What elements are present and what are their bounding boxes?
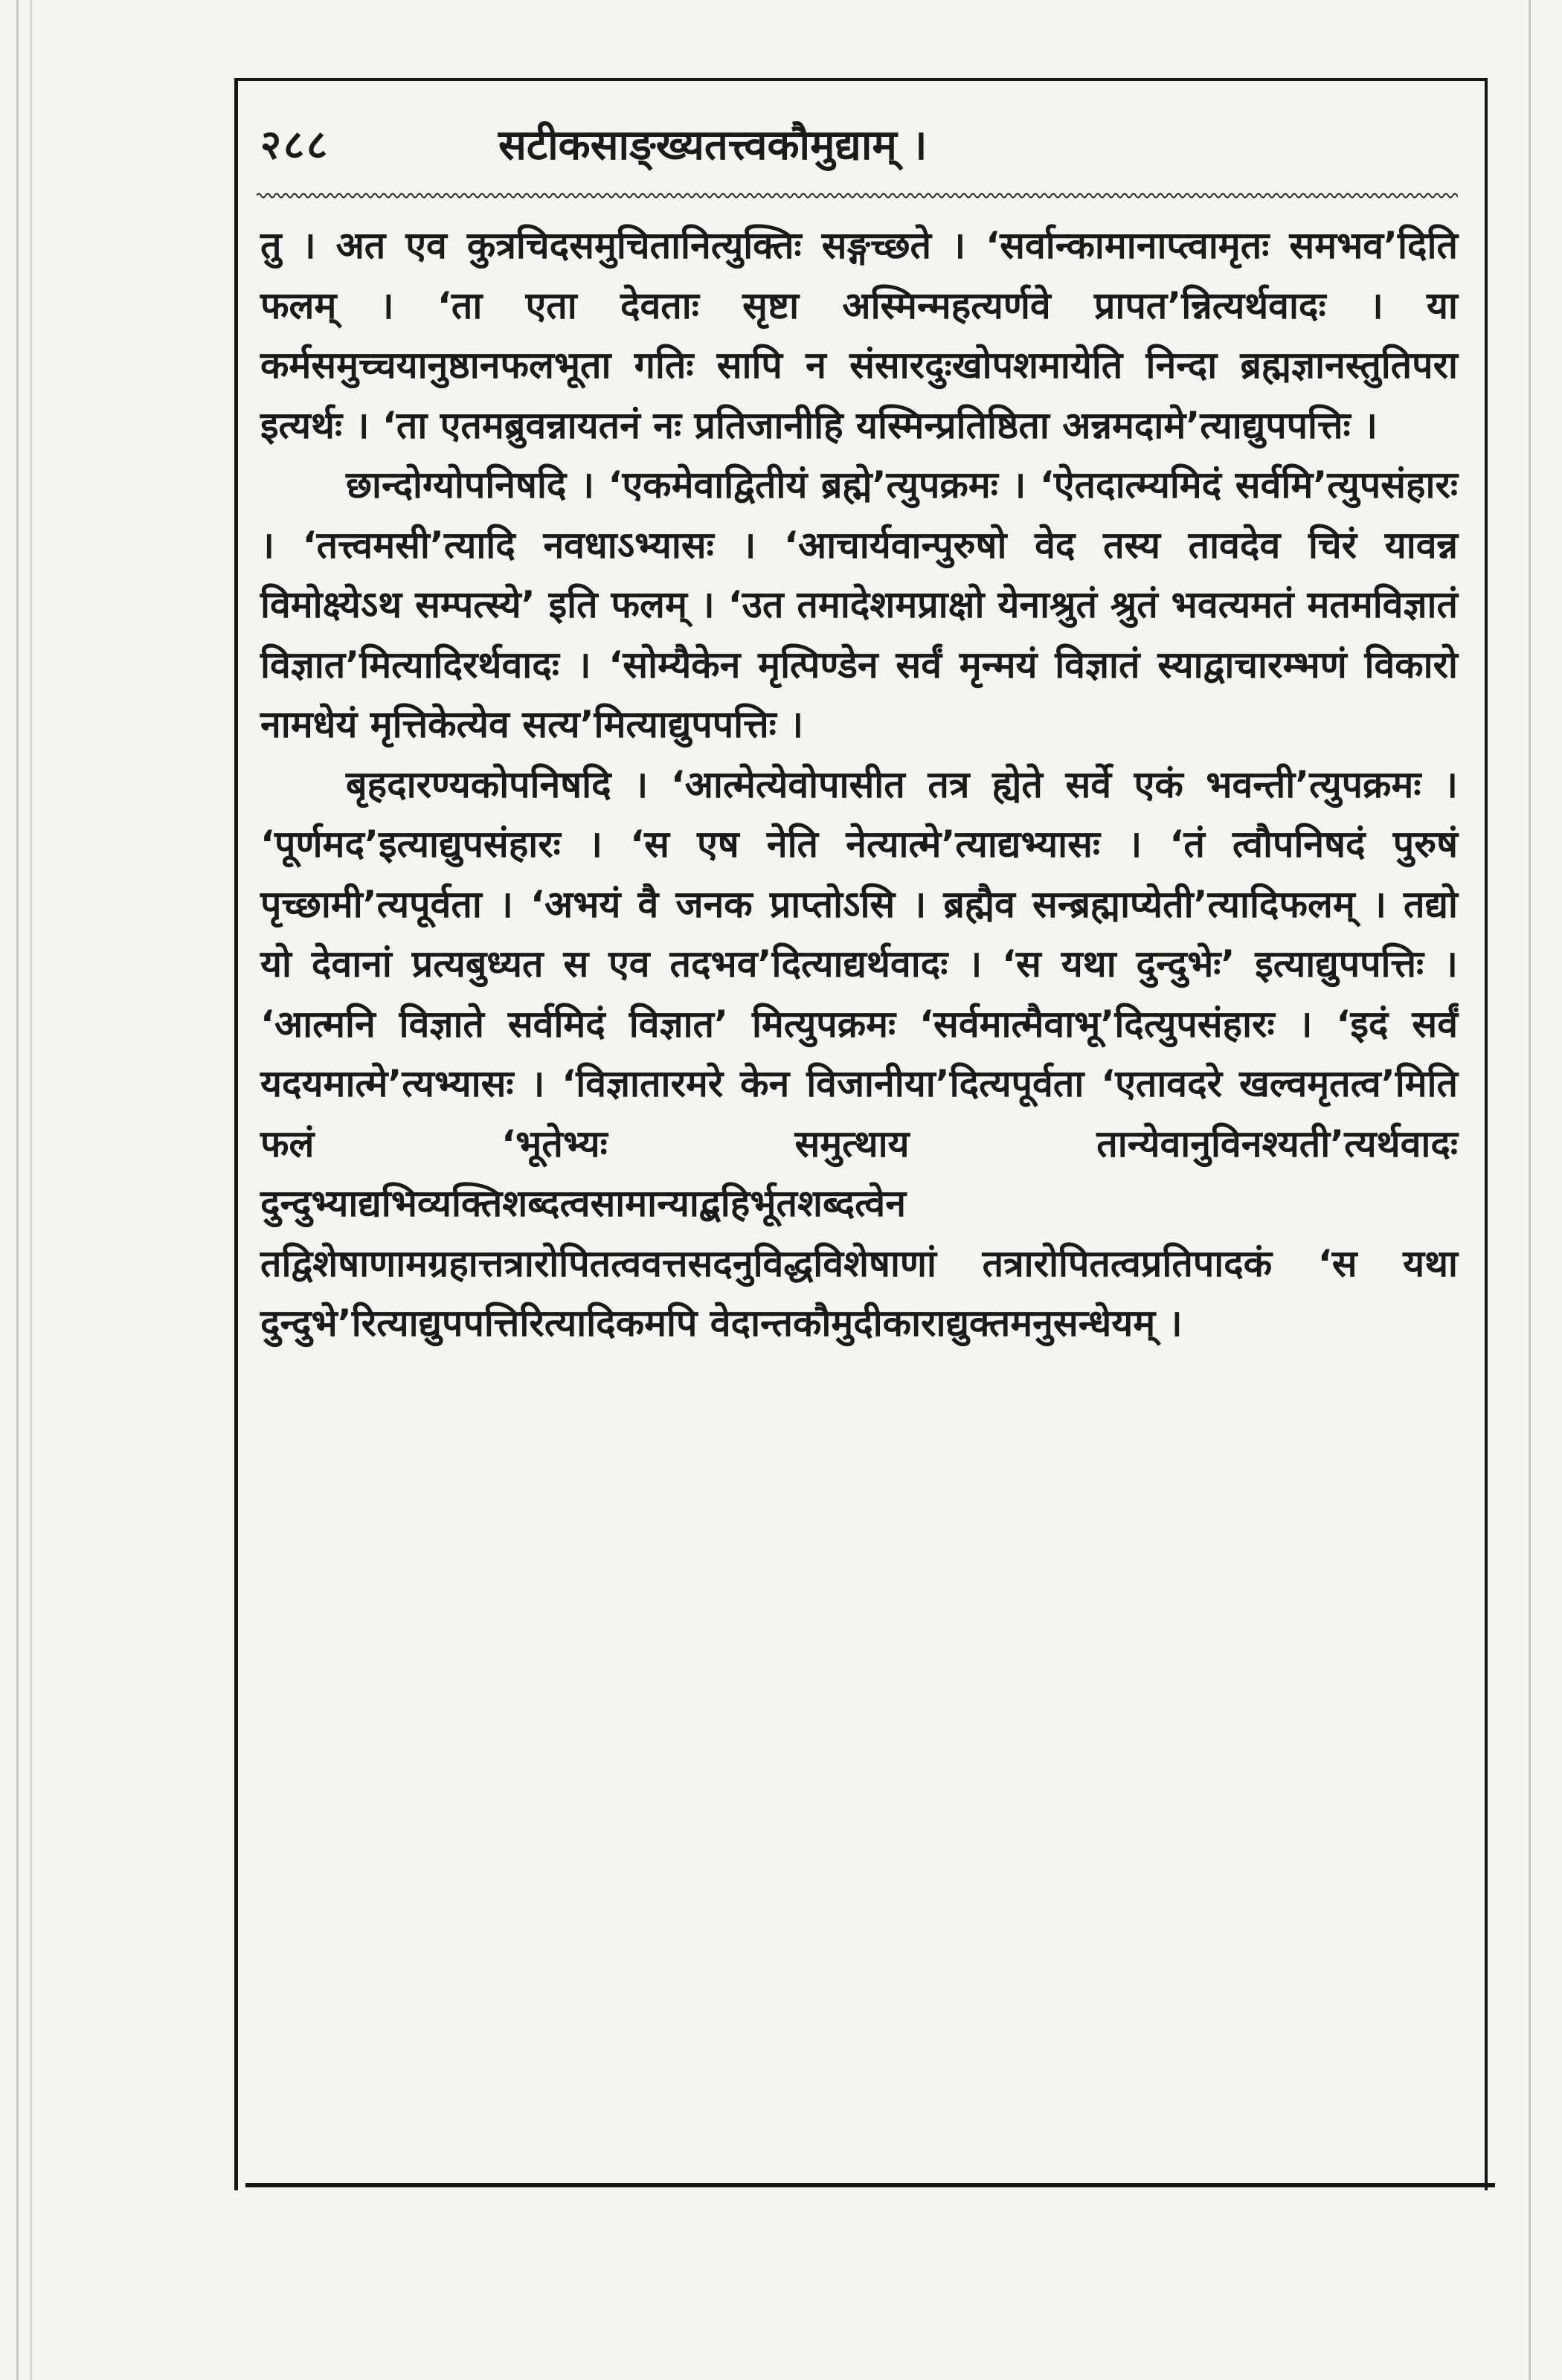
page-header <box>253 108 1458 178</box>
paragraph-conclusion: तु । अत एव कुत्रचिदसमुचितानित्युक्तिः सङ्गच्छते । ‘सर्वान्कामानाप्त्वामृतः समभव’दिति फलम् । ‘ता एता देवताः सृष्टा अस्मिन्महत्यर्णवे प्रापत’न्नित्यर्थवादः । या कर्मसमुच्चयानुष्ठानफलभूता गतिः सापि न संसारदुःखोपशमायेति निन्दा ब्रह्मज्ञानस्तुतिपरा इत्यर्थः । ‘ता एतमब्रुवन्नायतनं नः प्रतिजानीहि यस्मिन्प्रतिष्ठिता अन्नमदामे’त्याद्युपपत्तिः । <box>260 224 1458 447</box>
paragraph-chandogya: छान्दोग्योपनिषदि । ‘एकमेवाद्वितीयं ब्रह्मे’त्युपक्रमः । ‘ऐतदात्म्यमिदं सर्वमि’त्युपसंहारः । ‘तत्त्वमसी’त्यादि नवधाऽभ्यासः । ‘आचार्यवान्पुरुषो वेद तस्य तावदेव चिरं यावन्न विमोक्ष्येऽथ सम्पत्स्ये’ इति फलम् । ‘उत तमादेशमप्राक्षो येनाश्रुतं श्रुतं भवत्यमतं मतमविज्ञातं विज्ञात’मित्यादिरर्थवादः । ‘सोम्यैकेन मृत्पिण्डेन सर्वं मृन्मयं विज्ञातं स्याद्वाचारम्भणं विकारो नामधेयं मृत्तिकेत्येव सत्य’मित्याद्युपपत्तिः । <box>260 463 1458 746</box>
scan-edge-line-right <box>1529 0 1531 2380</box>
running-title: सटीकसाङ्ख्यतत्त्वकौमुद्याम् । <box>498 121 928 170</box>
scan-edge-line-left-inner <box>30 0 32 2380</box>
wavy-header-rule <box>257 190 1458 202</box>
main-text <box>260 216 1458 1354</box>
paragraph-brihadaranyaka: बृहदारण्यकोपनिषदि । ‘आत्मेत्येवोपासीत तत्र ह्येते सर्वे एकं भवन्ती’त्युपक्रमः । ‘पूर्णमद’इत्याद्युपसंहारः । ‘स एष नेति नेत्यात्मे’त्याद्यभ्यासः । ‘तं त्वौपनिषदं पुरुषं पृच्छामी’त्यपूर्वता । ‘अभयं वै जनक प्राप्तोऽसि । ब्रह्मैव सन्ब्रह्माप्येती’त्यादिफलम् । तद्यो यो देवानां प्रत्यबुध्यत स एव तदभव’दित्याद्यर्थवादः । ‘स यथा दुन्दुभेः’ इत्याद्युपपत्तिः । ‘आत्मनि विज्ञाते सर्वमिदं विज्ञात’ मित्युपक्रमः ‘सर्वमात्मैवाभू’दित्युपसंहारः । ‘इदं सर्वं यदयमात्मे’त्यभ्यासः । ‘विज्ञातारमरे केन विजानीया’दित्यपूर्वता ‘एतावदरे खल्वमृतत्व’मिति फलं ‘भूतेभ्यः समुत्थाय तान्येवानुविनश्यती’त्यर्थवादः दुन्दुभ्याद्यभिव्यक्तिशब्दत्वसामान्याद्बहिर्भूतशब्दत्वेन तद्विशेषाणामग्रहात्तत्रारोपितत्ववत्तसदनुविद्धविशेषाणां तत्रारोपितत्वप्रतिपादकं ‘स यथा दुन्दुभे’रित्याद्युपपत्तिरित्यादिकमपि वेदान्तकौमुदीकाराद्युक्तमनुसन्धेयम् । <box>260 762 1458 1345</box>
scan-edge-line-left <box>16 0 19 2380</box>
page-number: २८८ <box>260 121 330 168</box>
page-frame-bottom-rule <box>245 2183 1495 2187</box>
